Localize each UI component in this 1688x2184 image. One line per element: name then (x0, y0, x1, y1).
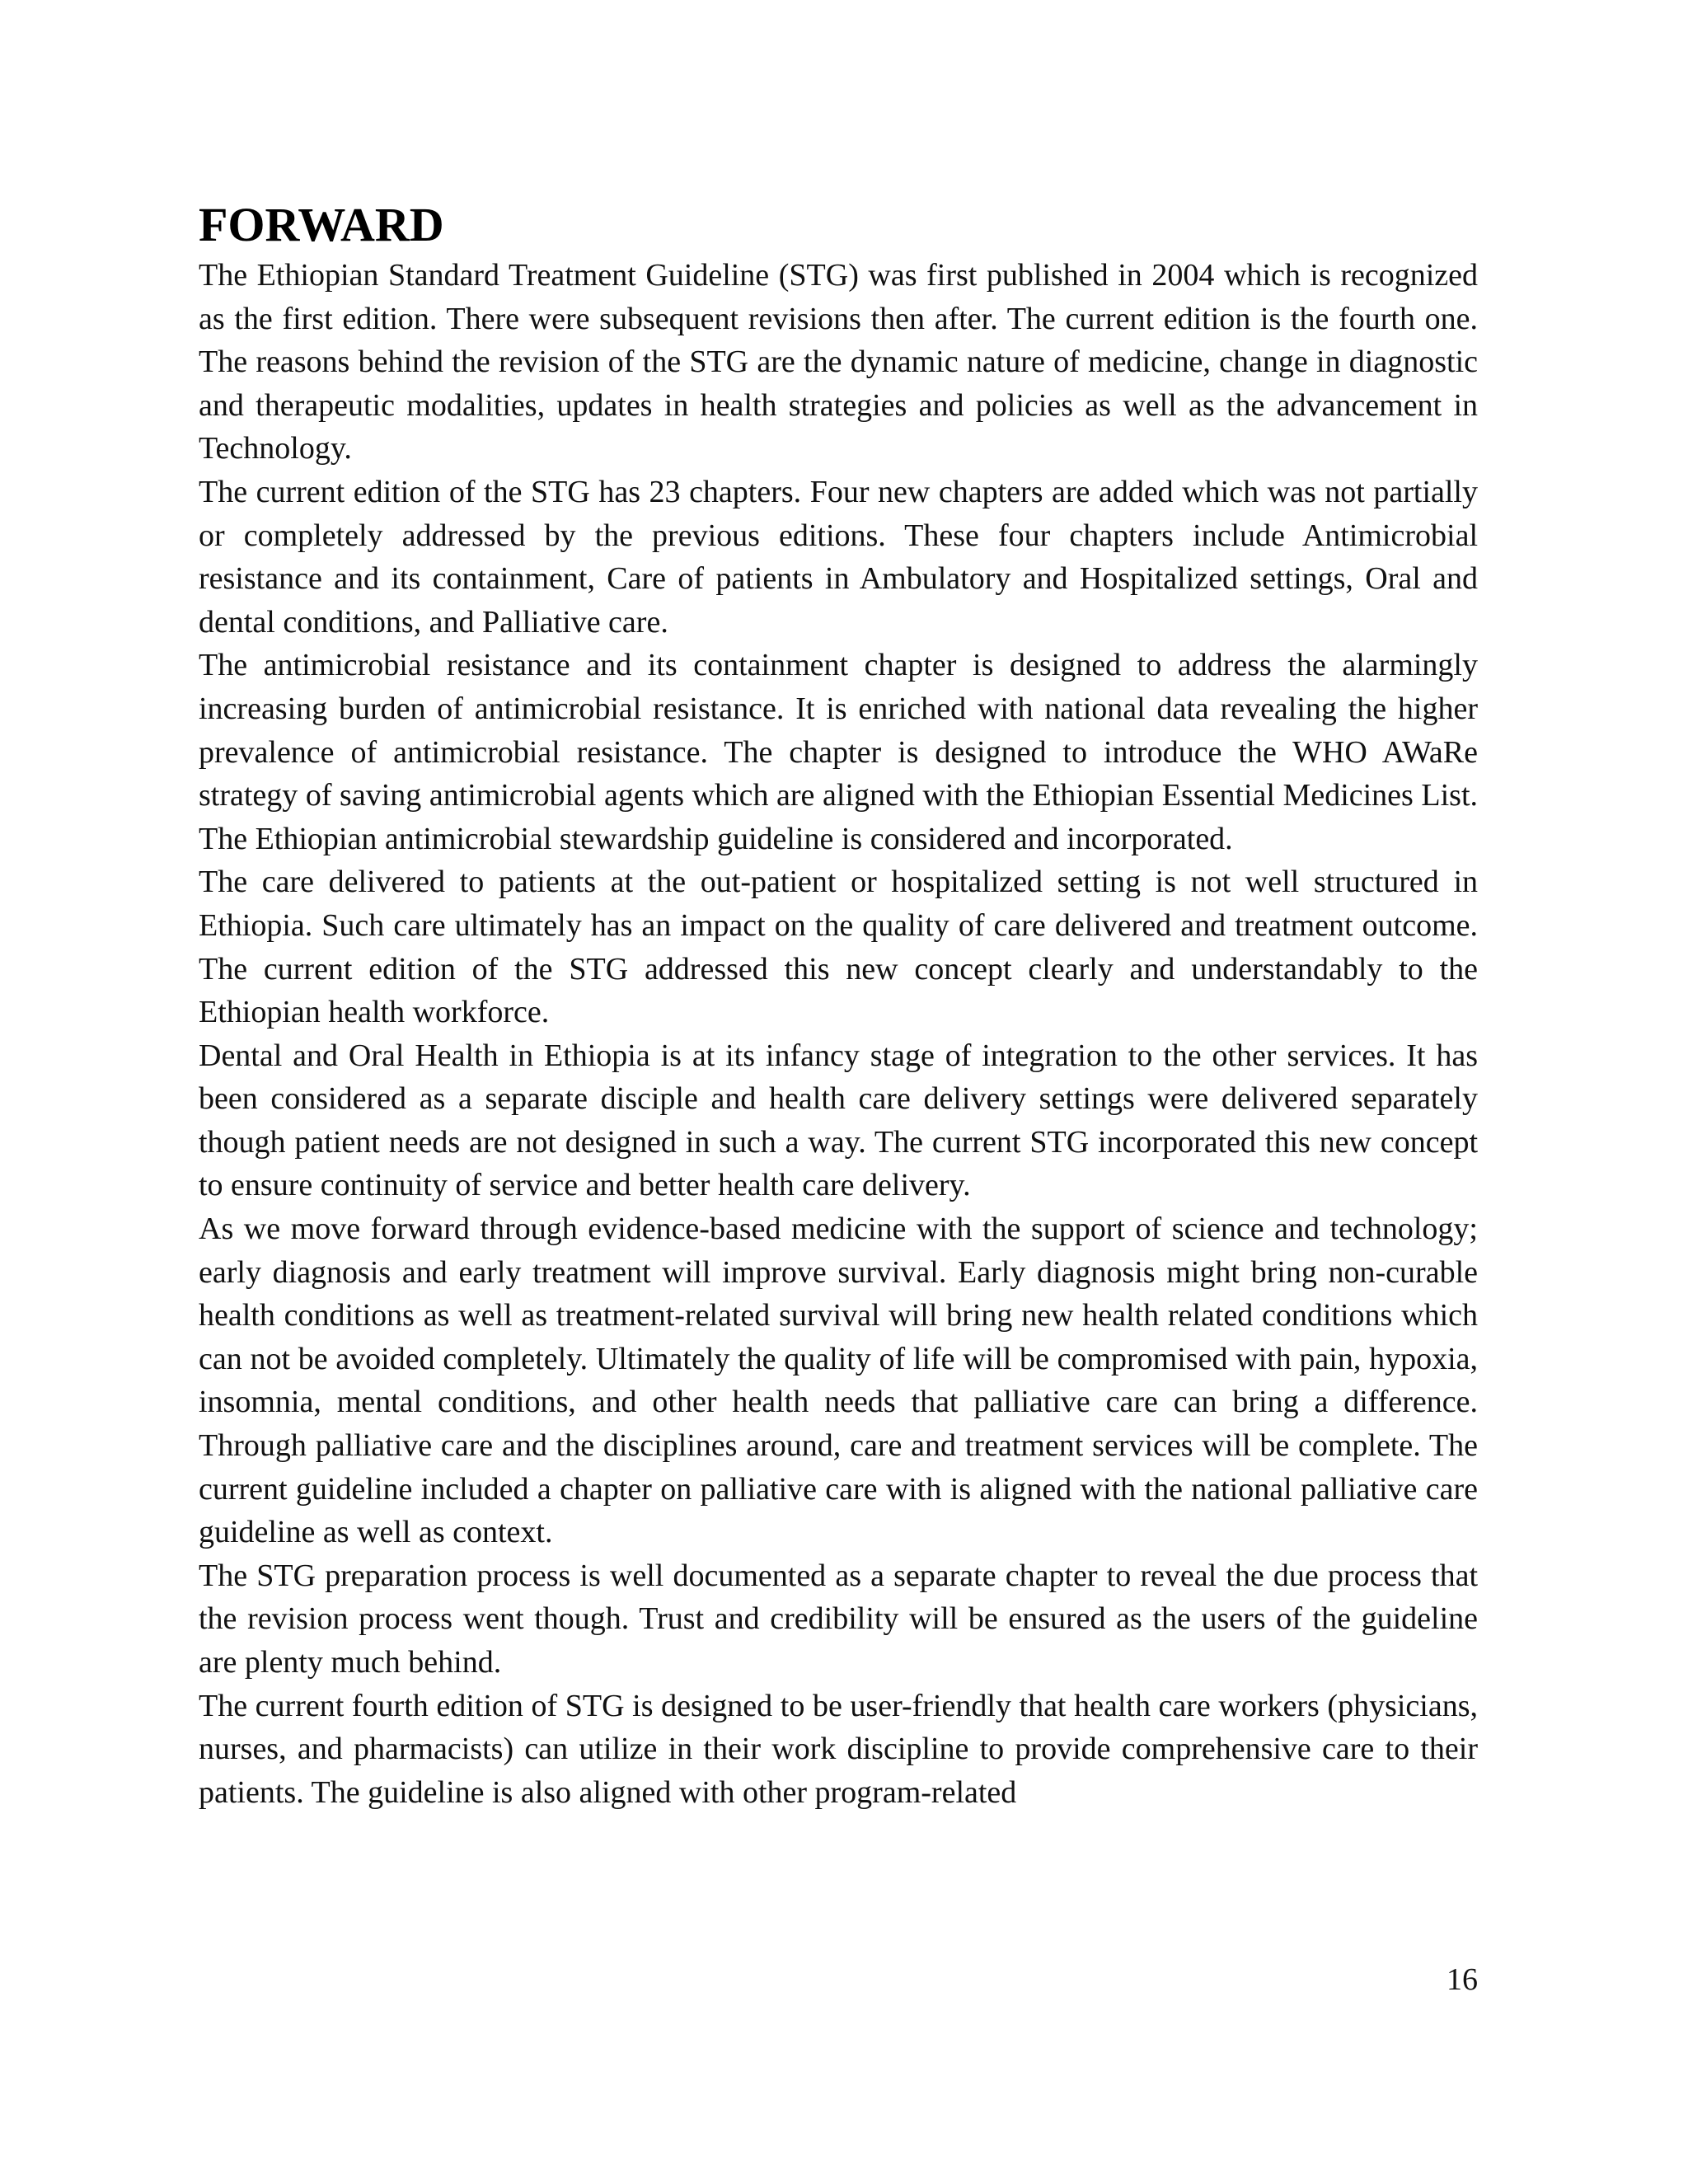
paragraph-chapters: The current edition of the STG has 23 chapters. Four new chapters are added which was not partially or completely addressed by the previous editions. These four chapters include Antimicrobial resistance and its containment, Care of patients in Ambulatory and Hospitalized settings, Oral and dental conditions, and Palliative care. (199, 474, 1478, 640)
paragraph-preparation: The STG preparation process is well documented as a separate chapter to reveal the due process that the revision process went though. Trust and credibility will be ensured as the users of the guideline are plenty much behind. (199, 1558, 1478, 1680)
paragraph-antimicrobial: The antimicrobial resistance and its containment chapter is designed to address the alarmingly increasing burden of antimicrobial resistance. It is enriched with national data revealing the higher prevalence of antimicrobial resistance. The chapter is designed to introduce the WHO AWaRe strategy of saving antimicrobial agents which are aligned with the Ethiopian Essential Medicines List. The Ethiopian antimicrobial stewardship guideline is considered and incorporated. (199, 648, 1478, 856)
paragraph-stg-history: The Ethiopian Standard Treatment Guideline (STG) was first published in 2004 which is recognized as the first edition. There were subsequent revisions then after. The current edition is the fourth one. The reasons behind the revision of the STG are the dynamic nature of medicine, change in diagnostic and therapeutic modalities, updates in health strategies and policies as well as the advancement in Technology. (199, 258, 1478, 466)
page-number: 16 (1447, 1962, 1478, 1997)
page-content (199, 198, 1478, 1814)
page-title: FORWARD (199, 198, 444, 251)
paragraph-care-delivery: The care delivered to patients at the out-patient or hospitalized setting is not well structured in Ethiopia. Such care ultimately has an impact on the quality of care delivered and treatment outcome. The current edition of the STG addressed this new concept clearly and understandably to the Ethiopian health workforce. (199, 865, 1478, 1030)
paragraph-palliative: As we move forward through evidence-based medicine with the support of science and technology; early diagnosis and early treatment will improve survival. Early diagnosis might bring non-curable health conditions as well as treatment-related survival will bring new health related conditions which can not be avoided completely. Ultimately the quality of life will be compromised with pain, hypoxia, insomnia, mental conditions, and other health needs that palliative care can bring a difference. Through palliative care and the disciplines around, care and treatment services will be complete. The current guideline included a chapter on palliative care with is aligned with the national palliative care guideline as well as context. (199, 1212, 1478, 1550)
paragraph-fourth-edition: The current fourth edition of STG is designed to be user-friendly that health care workers (physicians, nurses, and pharmacists) can utilize in their work discipline to provide comprehensive care to their patients. The guideline is also aligned with other program-related (199, 1688, 1478, 1810)
paragraph-dental-oral: Dental and Oral Health in Ethiopia is at its infancy stage of integration to the other services. It has been considered as a separate disciple and health care delivery settings were delivered separately though patient needs are not designed in such a way. The current STG incorporated this new concept to ensure continuity of service and better health care delivery. (199, 1038, 1478, 1203)
